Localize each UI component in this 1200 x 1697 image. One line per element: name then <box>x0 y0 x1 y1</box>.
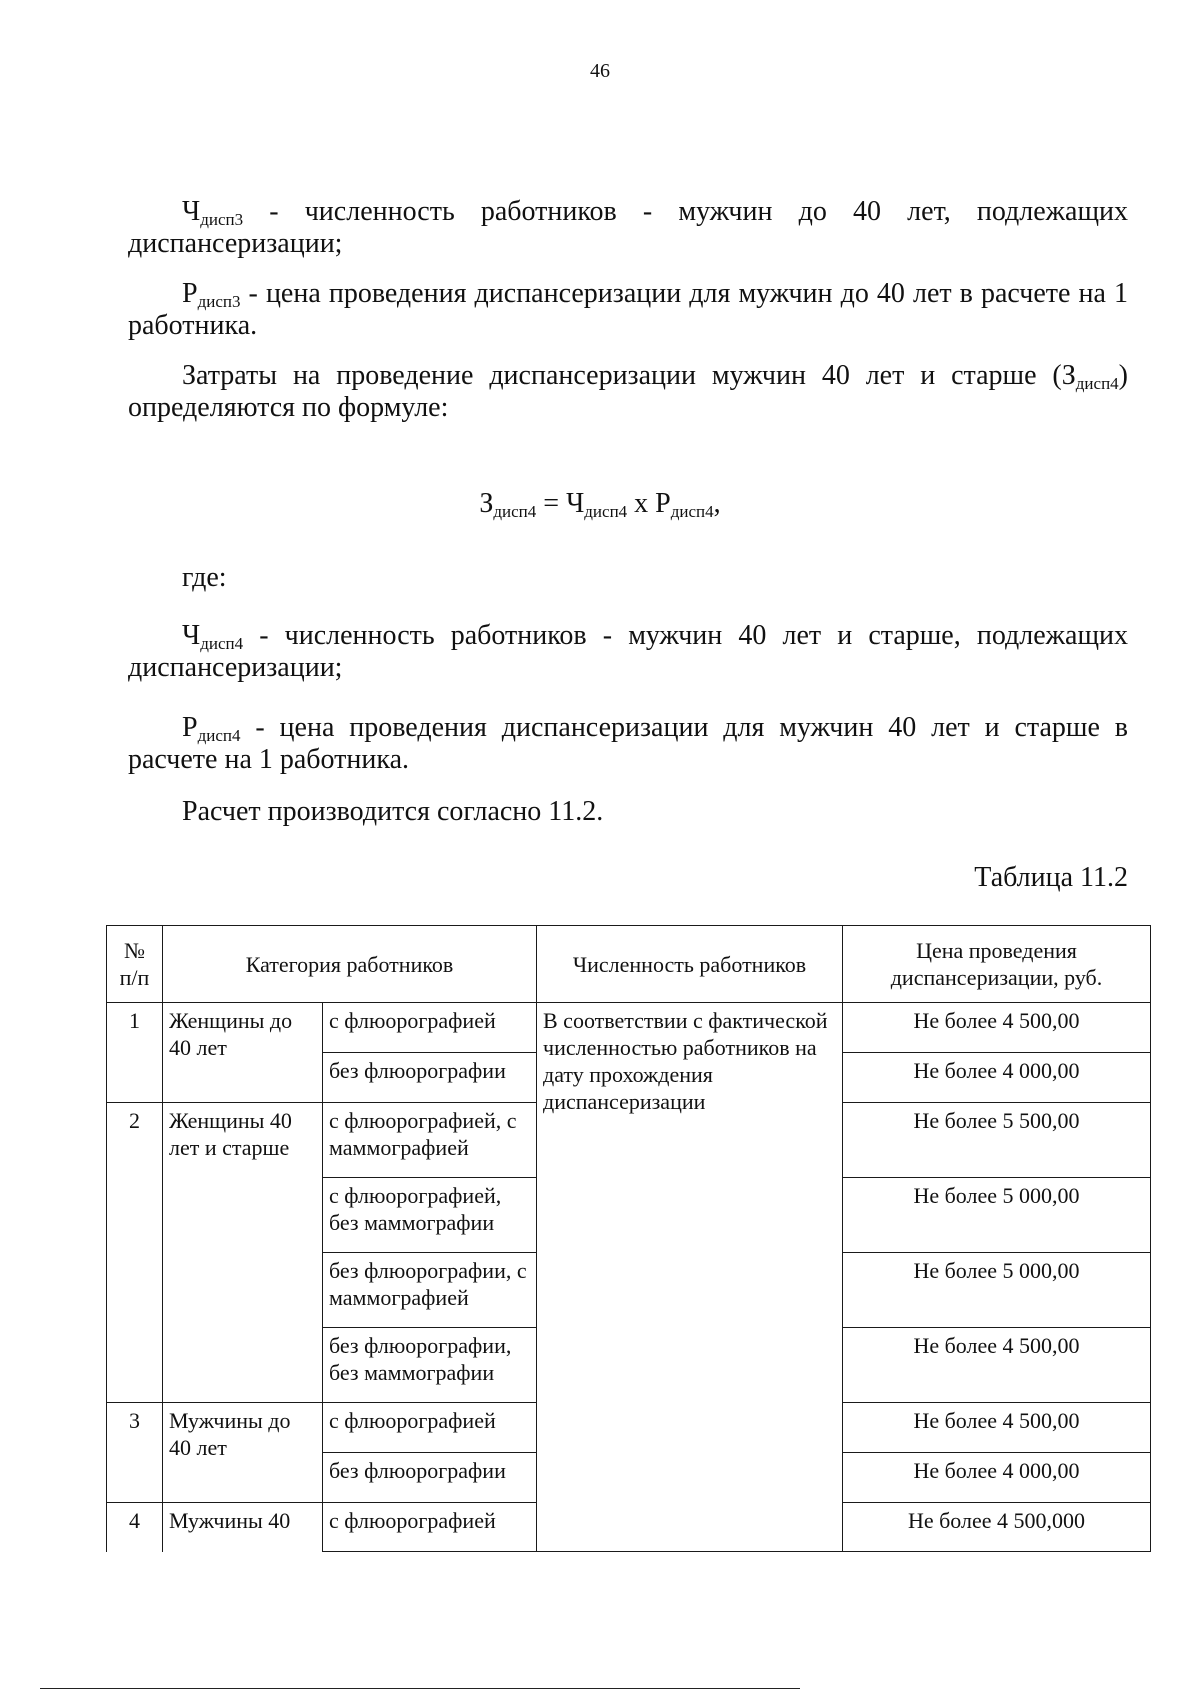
footer-rule <box>40 1688 800 1689</box>
table-row <box>107 1003 1151 1053</box>
category-cell: Мужчины до 40 лет <box>163 1403 323 1503</box>
symbol: Ч <box>182 196 201 227</box>
text: Затраты на проведение диспансеризации мужчин 40 лет и старше (З <box>182 360 1076 391</box>
subscript: дисп4 <box>670 502 714 521</box>
subcategory-cell: без флюорографии <box>323 1053 537 1103</box>
formula <box>0 488 1200 520</box>
header-category: Категория работников <box>163 926 537 1003</box>
formula-eq: = Ч <box>536 488 585 519</box>
category-cell: Мужчины 40 <box>163 1503 323 1552</box>
row-number: 3 <box>107 1403 163 1503</box>
dispensary-table <box>106 925 1151 1552</box>
paragraph-line <box>128 620 1128 652</box>
subscript: дисп4 <box>197 726 241 745</box>
row-number: 4 <box>107 1503 163 1552</box>
subscript: дисп4 <box>584 502 628 521</box>
formula-lhs: З <box>479 488 494 519</box>
table-caption: Таблица 11.2 <box>974 862 1128 893</box>
page-number: 46 <box>590 60 610 82</box>
row-number: 2 <box>107 1103 163 1403</box>
subscript: дисп4 <box>493 502 537 521</box>
price-cell: Не более 5 000,00 <box>843 1178 1151 1253</box>
paragraph-zatraty <box>128 360 1128 424</box>
paragraph-r-disp4 <box>128 712 1128 776</box>
symbol: Ч <box>182 620 201 651</box>
formula-op: х Р <box>627 488 671 519</box>
count-cell: В соответствии с фактической численностью работников на дату прохождения диспансеризации <box>537 1003 843 1552</box>
price-cell: Не более 4 500,000 <box>843 1503 1151 1552</box>
subcategory-cell: без флюорографии <box>323 1453 537 1503</box>
header-price: Цена проведения диспансеризации, руб. <box>843 926 1151 1003</box>
subcategory-cell: с флюорографией, без маммографии <box>323 1178 537 1253</box>
paragraph-ch-disp4 <box>128 620 1128 684</box>
text: - численность работников - мужчин до 40 лет, подлежащих <box>243 196 1128 227</box>
price-cell: Не более 4 500,00 <box>843 1003 1151 1053</box>
category-cell: Женщины до 40 лет <box>163 1003 323 1103</box>
price-cell: Не более 5 500,00 <box>843 1103 1151 1178</box>
price-cell: Не более 4 500,00 <box>843 1403 1151 1453</box>
symbol: Р <box>182 278 198 309</box>
subcategory-cell: с флюорографией <box>323 1403 537 1453</box>
text: ) определяются по формуле: <box>128 360 1128 423</box>
paragraph-line <box>128 196 1128 228</box>
header-count: Численность работников <box>537 926 843 1003</box>
subcategory-cell: с флюорографией, с маммографией <box>323 1103 537 1178</box>
where-label: где: <box>182 562 227 593</box>
price-cell: Не более 4 000,00 <box>843 1053 1151 1103</box>
subscript: дисп4 <box>1075 374 1119 393</box>
subscript: дисп4 <box>200 634 244 653</box>
formula-tail: , <box>713 488 721 519</box>
header-num: № п/п <box>107 926 163 1003</box>
paragraph-ch-disp3 <box>128 196 1128 260</box>
text: - цена проведения диспансеризации для мужчин 40 лет и старше в расчете на 1 работника. <box>128 712 1128 775</box>
paragraph-line: диспансеризации; <box>128 652 343 683</box>
text: - численность работников - мужчин 40 лет и старше, подлежащих <box>243 620 1128 651</box>
paragraph-line: диспансеризации; <box>128 228 343 259</box>
paragraph-r-disp3 <box>128 278 1128 342</box>
subcategory-cell: с флюорографией <box>323 1003 537 1053</box>
text: - цена проведения диспансеризации для мужчин до 40 лет в расчете на 1 работника. <box>128 278 1128 341</box>
price-cell: Не более 5 000,00 <box>843 1253 1151 1328</box>
row-number: 1 <box>107 1003 163 1103</box>
subcategory-cell: с флюорографией <box>323 1503 537 1552</box>
paragraph-raschet: Расчет производится согласно 11.2. <box>182 796 604 827</box>
symbol: Р <box>182 712 198 743</box>
subcategory-cell: без флюорографии, без маммографии <box>323 1328 537 1403</box>
price-cell: Не более 4 000,00 <box>843 1453 1151 1503</box>
table-header-row <box>107 926 1151 1003</box>
subscript: дисп3 <box>200 210 244 229</box>
category-cell: Женщины 40 лет и старше <box>163 1103 323 1403</box>
subcategory-cell: без флюорографии, с маммографией <box>323 1253 537 1328</box>
price-cell: Не более 4 500,00 <box>843 1328 1151 1403</box>
subscript: дисп3 <box>197 292 241 311</box>
